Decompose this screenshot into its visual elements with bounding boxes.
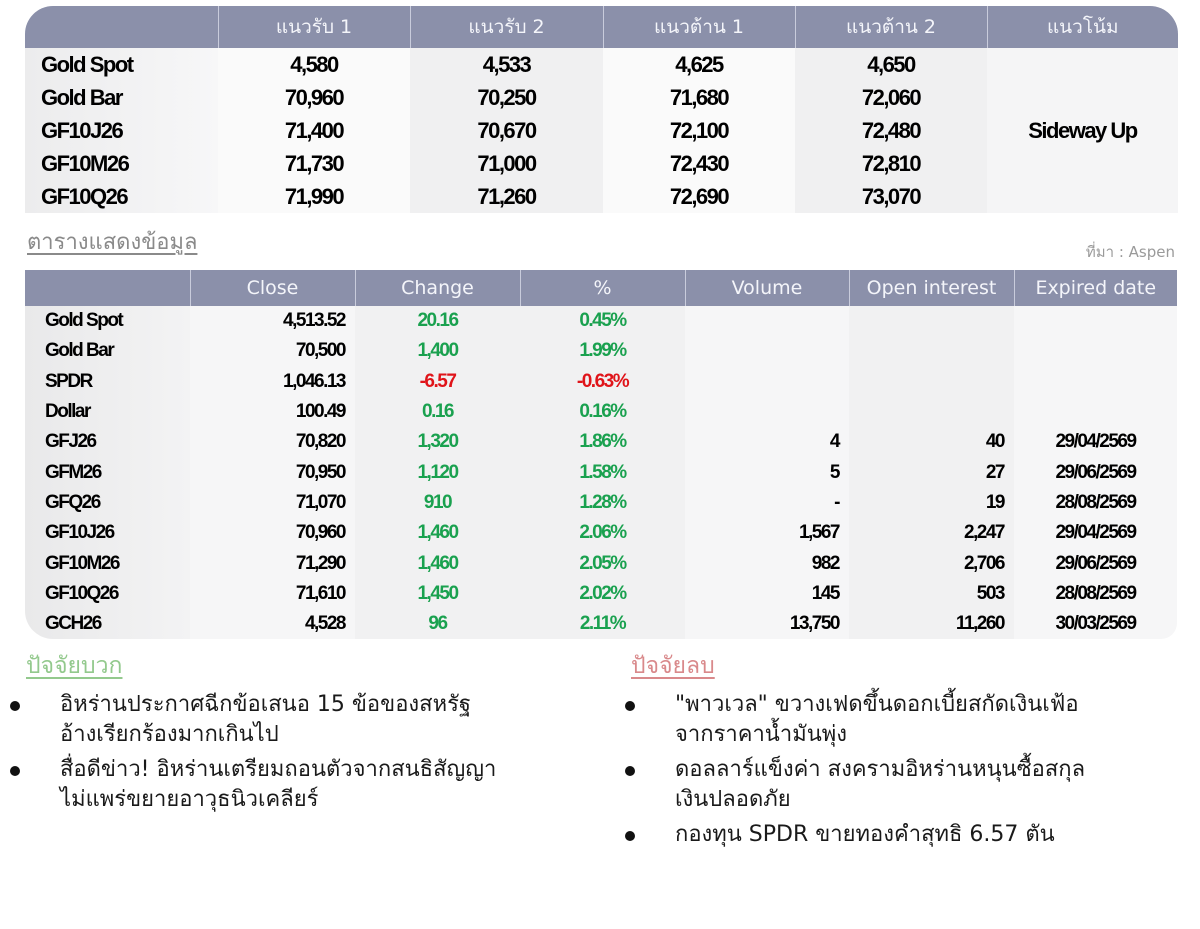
- section-title: ตารางแสดงข้อมูล: [27, 230, 198, 255]
- sr-support-1: 71,400: [218, 114, 410, 147]
- market-volume: [685, 397, 849, 427]
- market-close: 100.49: [190, 397, 355, 427]
- market-row: [25, 367, 1177, 397]
- market-close: 4,513.52: [190, 306, 355, 336]
- market-change: 96: [355, 609, 520, 639]
- sr-header-support-2: แนวรับ 2: [410, 6, 603, 48]
- market-instrument: GF10Q26: [25, 579, 190, 609]
- market-instrument: GFJ26: [25, 427, 190, 457]
- market-open-interest: [849, 367, 1014, 397]
- sr-resistance-2: 73,070: [795, 180, 987, 213]
- market-percent: 2.06%: [520, 518, 685, 548]
- sr-instrument: GF10M26: [25, 147, 218, 180]
- market-instrument: Gold Bar: [25, 336, 190, 366]
- sr-instrument: Gold Bar: [25, 81, 218, 114]
- market-percent: 1.58%: [520, 457, 685, 487]
- positive-factors-title: ปัจจัยบวก: [26, 653, 123, 679]
- market-volume: 13,750: [685, 609, 849, 639]
- market-header-close: Close: [190, 270, 355, 306]
- factor-item: [625, 690, 1185, 750]
- market-instrument: Gold Spot: [25, 306, 190, 336]
- market-instrument: GFQ26: [25, 488, 190, 518]
- market-percent: 1.99%: [520, 336, 685, 366]
- bullet-icon: [10, 701, 20, 711]
- sr-support-2: 71,000: [410, 147, 603, 180]
- market-change: 1,120: [355, 457, 520, 487]
- market-header-change: Change: [355, 270, 520, 306]
- market-volume: 5: [685, 457, 849, 487]
- factor-item-line: ไม่แพร่ขยายอาวุธนิวเคลียร์: [60, 787, 319, 812]
- sr-support-1: 71,730: [218, 147, 410, 180]
- sr-resistance-2: 4,650: [795, 48, 987, 81]
- market-volume: -: [685, 488, 849, 518]
- market-percent: 2.05%: [520, 548, 685, 578]
- sr-header-resistance-2: แนวต้าน 2: [795, 6, 987, 48]
- market-expired-date: 28/08/2569: [1014, 579, 1177, 609]
- market-row: [25, 579, 1177, 609]
- market-close: 71,610: [190, 579, 355, 609]
- market-row: [25, 457, 1177, 487]
- market-expired-date: 29/04/2569: [1014, 427, 1177, 457]
- sr-support-1: 4,580: [218, 48, 410, 81]
- market-open-interest: 2,247: [849, 518, 1014, 548]
- market-instrument: GFM26: [25, 457, 190, 487]
- factor-item: [625, 755, 1185, 815]
- market-volume: [685, 306, 849, 336]
- market-row: [25, 488, 1177, 518]
- market-volume: 982: [685, 548, 849, 578]
- sr-resistance-1: 72,100: [603, 114, 795, 147]
- market-open-interest: 40: [849, 427, 1014, 457]
- market-expired-date: [1014, 367, 1177, 397]
- market-close: 1,046.13: [190, 367, 355, 397]
- market-open-interest: [849, 336, 1014, 366]
- market-close: 4,528: [190, 609, 355, 639]
- market-open-interest: [849, 397, 1014, 427]
- sr-support-1: 71,990: [218, 180, 410, 213]
- market-expired-date: [1014, 336, 1177, 366]
- market-close: 70,960: [190, 518, 355, 548]
- market-open-interest: 27: [849, 457, 1014, 487]
- factor-item-line: เงินปลอดภัย: [675, 787, 791, 812]
- factor-item: [10, 755, 590, 815]
- market-expired-date: 30/03/2569: [1014, 609, 1177, 639]
- market-header-open-interest: Open interest: [849, 270, 1014, 306]
- sr-instrument: Gold Spot: [25, 48, 218, 81]
- market-header-expired-date: Expired date: [1014, 270, 1177, 306]
- sr-header-resistance-1: แนวต้าน 1: [603, 6, 795, 48]
- market-close: 71,290: [190, 548, 355, 578]
- market-volume: 1,567: [685, 518, 849, 548]
- market-change: 1,320: [355, 427, 520, 457]
- market-percent: 2.02%: [520, 579, 685, 609]
- market-open-interest: [849, 306, 1014, 336]
- market-row: [25, 427, 1177, 457]
- sr-support-1: 70,960: [218, 81, 410, 114]
- positive-factors: [10, 648, 590, 820]
- sr-header-row: [25, 6, 1178, 48]
- market-change: 1,460: [355, 518, 520, 548]
- market-row: [25, 397, 1177, 427]
- market-row: [25, 336, 1177, 366]
- market-instrument: SPDR: [25, 367, 190, 397]
- market-close: 71,070: [190, 488, 355, 518]
- market-close: 70,820: [190, 427, 355, 457]
- factor-item-line: อ้างเรียกร้องมากเกินไป: [60, 722, 279, 747]
- factor-item-line: อิหร่านประกาศฉีกข้อเสนอ 15 ข้อของสหรัฐ: [60, 692, 472, 717]
- market-header-row: [25, 270, 1177, 306]
- market-expired-date: 29/06/2569: [1014, 457, 1177, 487]
- market-header-volume: Volume: [685, 270, 849, 306]
- sr-resistance-2: 72,060: [795, 81, 987, 114]
- market-row: [25, 306, 1177, 336]
- sr-support-2: 70,670: [410, 114, 603, 147]
- factor-item-line: ดอลลาร์แข็งค่า สงครามอิหร่านหนุนซื้อสกุล: [675, 757, 1086, 782]
- market-percent: 1.86%: [520, 427, 685, 457]
- market-change: 1,460: [355, 548, 520, 578]
- market-volume: 145: [685, 579, 849, 609]
- sr-resistance-1: 72,430: [603, 147, 795, 180]
- market-row: [25, 548, 1177, 578]
- sr-header-trend: แนวโน้ม: [987, 6, 1178, 48]
- market-percent: 0.45%: [520, 306, 685, 336]
- market-volume: [685, 336, 849, 366]
- market-instrument: Dollar: [25, 397, 190, 427]
- market-row: [25, 518, 1177, 548]
- sr-support-2: 70,250: [410, 81, 603, 114]
- market-change: -6.57: [355, 367, 520, 397]
- factor-item: [10, 690, 590, 750]
- sr-resistance-1: 72,690: [603, 180, 795, 213]
- factor-item-line: "พาวเวล" ขวางเฟดขึ้นดอกเบี้ยสกัดเงินเฟ้อ: [675, 692, 1079, 717]
- sr-resistance-1: 4,625: [603, 48, 795, 81]
- market-change: 910: [355, 488, 520, 518]
- market-open-interest: 503: [849, 579, 1014, 609]
- market-expired-date: 29/06/2569: [1014, 548, 1177, 578]
- market-expired-date: [1014, 397, 1177, 427]
- market-close: 70,500: [190, 336, 355, 366]
- sr-header-support-1: แนวรับ 1: [218, 6, 410, 48]
- market-data-table: [25, 270, 1177, 639]
- market-row: [25, 609, 1177, 639]
- sr-support-2: 4,533: [410, 48, 603, 81]
- market-percent: 2.11%: [520, 609, 685, 639]
- factor-item: [625, 820, 1185, 850]
- sr-header-blank: [25, 6, 218, 48]
- factor-item-line: จากราคาน้ำมันพุ่ง: [675, 722, 847, 747]
- sr-resistance-2: 72,810: [795, 147, 987, 180]
- sr-row: [25, 48, 1178, 81]
- sr-instrument: GF10J26: [25, 114, 218, 147]
- market-close: 70,950: [190, 457, 355, 487]
- market-expired-date: 29/04/2569: [1014, 518, 1177, 548]
- bullet-icon: [625, 766, 635, 776]
- positive-factors-list: [10, 690, 590, 815]
- sr-instrument: GF10Q26: [25, 180, 218, 213]
- sr-resistance-2: 72,480: [795, 114, 987, 147]
- market-header-blank: [25, 270, 190, 306]
- market-expired-date: 28/08/2569: [1014, 488, 1177, 518]
- negative-factors-list: [625, 690, 1185, 850]
- bullet-icon: [10, 766, 20, 776]
- market-header-percent: %: [520, 270, 685, 306]
- market-volume: [685, 367, 849, 397]
- negative-factors-title: ปัจจัยลบ: [631, 653, 715, 679]
- market-percent: -0.63%: [520, 367, 685, 397]
- market-open-interest: 11,260: [849, 609, 1014, 639]
- market-change: 0.16: [355, 397, 520, 427]
- market-percent: 1.28%: [520, 488, 685, 518]
- factor-item-line: กองทุน SPDR ขายทองคำสุทธิ 6.57 ตัน: [675, 822, 1055, 847]
- market-change: 20.16: [355, 306, 520, 336]
- data-source: ที่มา : Aspen: [1085, 243, 1175, 261]
- market-instrument: GF10M26: [25, 548, 190, 578]
- market-volume: 4: [685, 427, 849, 457]
- negative-factors: [625, 648, 1185, 855]
- market-change: 1,400: [355, 336, 520, 366]
- market-open-interest: 2,706: [849, 548, 1014, 578]
- market-change: 1,450: [355, 579, 520, 609]
- market-instrument: GF10J26: [25, 518, 190, 548]
- bullet-icon: [625, 701, 635, 711]
- support-resistance-table: [25, 6, 1178, 213]
- bullet-icon: [625, 831, 635, 841]
- sr-resistance-1: 71,680: [603, 81, 795, 114]
- sr-trend: Sideway Up: [987, 48, 1178, 213]
- factor-item-line: สื่อดีข่าว! อิหร่านเตรียมถอนตัวจากสนธิสัญญา: [60, 757, 497, 782]
- market-percent: 0.16%: [520, 397, 685, 427]
- market-open-interest: 19: [849, 488, 1014, 518]
- sr-support-2: 71,260: [410, 180, 603, 213]
- market-instrument: GCH26: [25, 609, 190, 639]
- market-expired-date: [1014, 306, 1177, 336]
